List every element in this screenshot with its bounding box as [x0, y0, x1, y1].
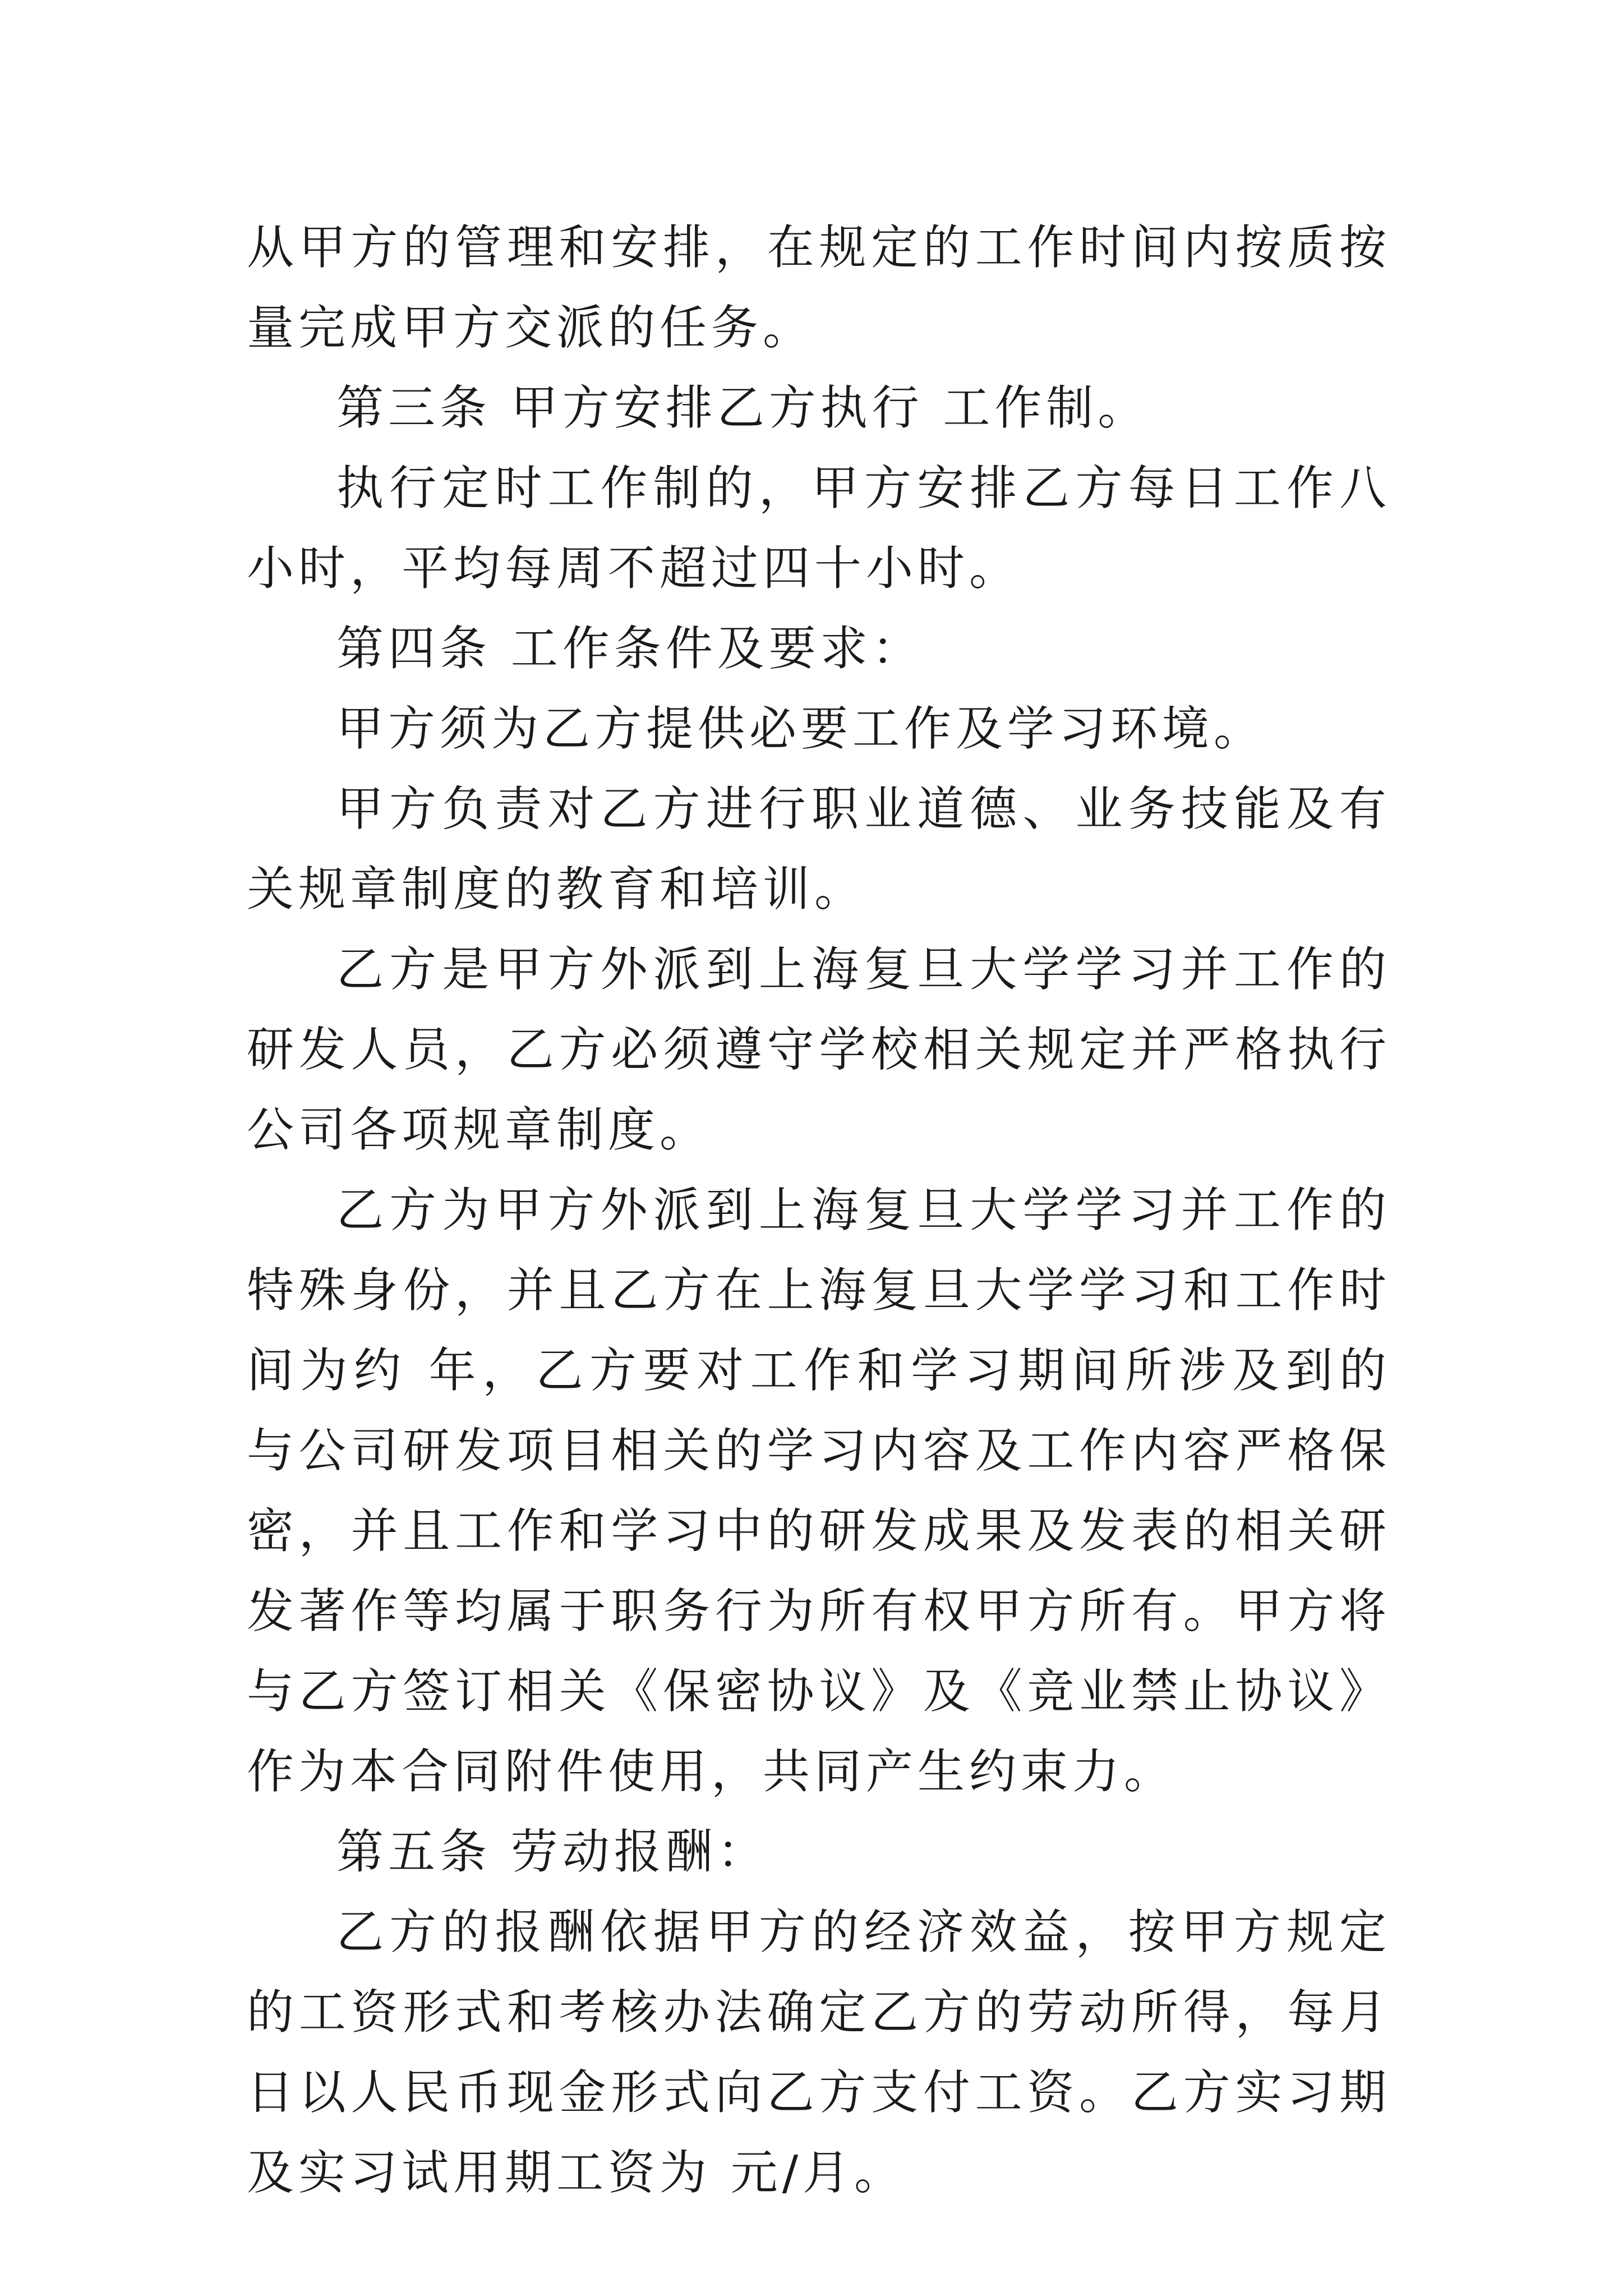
paragraph-assignment: 乙方是甲方外派到上海复旦大学学习并工作的研发人员，乙方必须遵守学校相关规定并严格执行公司各项规章制度。 [247, 942, 1391, 1157]
paragraph-article-4-heading: 第四条 工作条件及要求： [336, 621, 924, 676]
document-body [247, 208, 1391, 2213]
paragraph-working-hours: 执行定时工作制的，甲方安排乙方每日工作八小时，平均每周不超过四十小时。 [247, 461, 1391, 596]
paragraph-confidentiality: 乙方为甲方外派到上海复旦大学学习并工作的特殊身份，并且乙方在上海复旦大学学习和工作时间为约 年，乙方要对工作和学习期间所涉及到的与公司研发项目相关的学习内容及工作内容严格保密，并且工作和学习中的研发成果及发表的相关研发著作等均属于职务行为所有权甲方所有。甲方将与乙方签订相关《保密协议》及《竞业禁止协议》作为本合同附件使用，共同产生约束力。 [247, 1182, 1391, 1799]
paragraph-environment: 甲方须为乙方提供必要工作及学习环境。 [336, 701, 1266, 756]
paragraph-remuneration: 乙方的报酬依据甲方的经济效益，按甲方规定的工资形式和考核办法确定乙方的劳动所得，每月 日以人民币现金形式向乙方支付工资。乙方实习期及实习试用期工资为 元/月。 [247, 1904, 1391, 2200]
paragraph-training: 甲方负责对乙方进行职业道德、业务技能及有关规章制度的教育和培训。 [247, 781, 1391, 917]
paragraph-article-5-heading: 第五条 劳动报酬： [336, 1824, 769, 1879]
paragraph-article-3-heading: 第三条 甲方安排乙方执行 工作制。 [336, 380, 1150, 435]
paragraph-continuation: 从甲方的管理和安排，在规定的工作时间内按质按量完成甲方交派的任务。 [247, 220, 1391, 355]
